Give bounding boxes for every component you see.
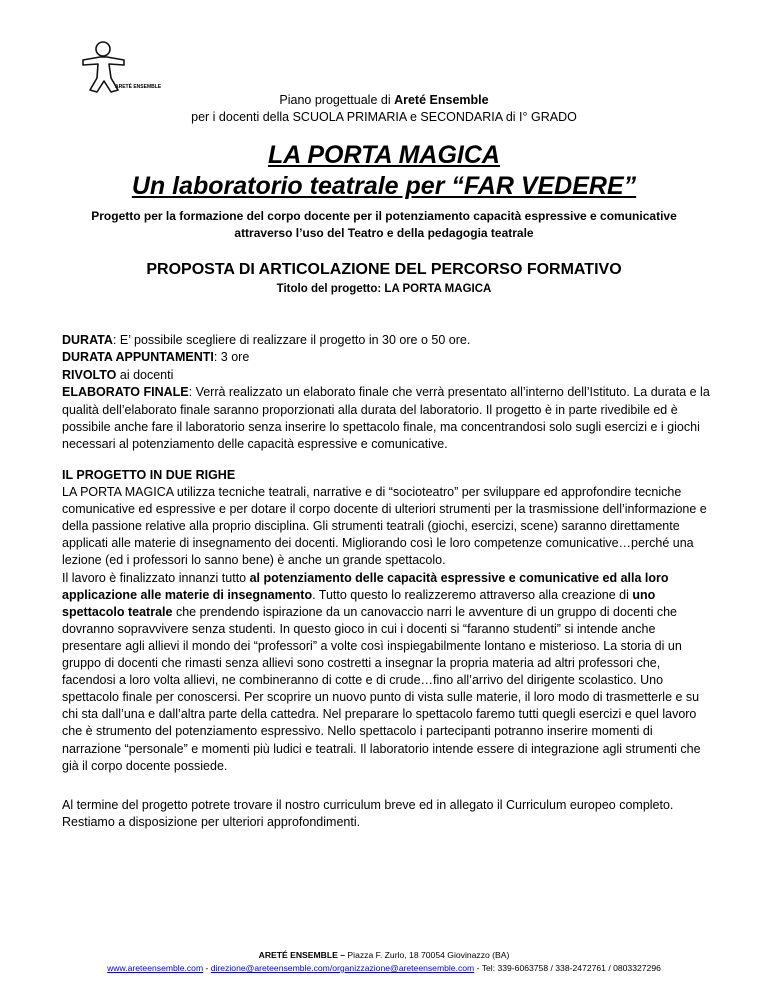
title-line-1: LA PORTA MAGICA (268, 141, 500, 169)
email-link[interactable]: direzione@areteensemble.com/organizzazione@areteensemble.com (210, 963, 475, 973)
detail-elaborato: ELABORATO FINALE: Verrà realizzato un elaborato finale che verrà presentato all’interno dell’Istituto. La durata e la qualità dell’elaborato finale saranno proporzionati alla durata del laboratorio. Il progetto è in parte rivedibile ed è possibile anche fare il laboratorio senza inserire lo spettacolo finale, ma concentrandosi solo sugli esercizi e i giochi necessari al potenziamento delle capacità espressive e comunicative. (62, 385, 710, 452)
project-summary (62, 467, 710, 775)
header-line-1: Piano progettuale di Areté Ensemble (279, 93, 489, 107)
arete-logo (78, 40, 162, 98)
logo-brand-text: ARETÉ ENSEMBLE (115, 84, 162, 90)
document-header (0, 92, 768, 126)
document-title (0, 140, 768, 202)
detail-rivolto: RIVOLTO ai docenti (62, 367, 174, 382)
closing-paragraph: Al termine del progetto potrete trovare il nostro curriculum breve ed in allegato il Curriculum europeo completo. Restiamo a disposizione per ulteriori approfondimenti. (62, 798, 674, 830)
summary-heading: IL PROGETTO IN DUE RIGHE (62, 468, 236, 482)
detail-durata: DURATA: E’ possibile scegliere di realizzare il progetto in 30 ore o 50 ore. (62, 333, 471, 347)
header-brand: Areté Ensemble (394, 93, 489, 107)
project-details (62, 332, 710, 454)
project-title: Titolo del progetto: LA PORTA MAGICA (276, 283, 492, 295)
document-subtitle: Progetto per la formazione del corpo docente per il potenziamento capacità espressive e comunicative attraverso l’uso del Teatro e della pedagogia teatrale (91, 209, 677, 240)
website-link[interactable]: www.areteensemble.com (107, 963, 204, 973)
header-line-2: per i docenti della SCUOLA PRIMARIA e SECONDARIA di I° GRADO (191, 110, 577, 124)
dancing-figure-icon (78, 40, 162, 98)
section-heading: PROPOSTA DI ARTICOLAZIONE DEL PERCORSO FORMATIVO (146, 261, 622, 278)
summary-paragraph-2: Il lavoro è finalizzato innanzi tutto al potenziamento delle capacità espressive e comunicative ed alla loro applicazione alle materie di insegnamento. Tutto questo lo realizzeremo attraverso alla creazione di uno spettacolo teatrale che prendendo ispirazione da un canovaccio narri le avventure di un gruppo di docenti che dovranno sopravvivere senza studenti. In questo gioco in cui i docenti si “faranno studenti” si intende anche presentare agli allievi il mondo dei “professori” a volte così inspiegabilmente lontano e misterioso. La storia di un gruppo di docenti che rimasti senza allievi sono costretti a insegnar la propria materia ad altri professori che, facendosi a loro volta allievi, ne combineranno di cotte e di crude…fino all’arrivo del dirigente scolastico. Uno spettacolo finale per conoscersi. Per scoprire un nuovo punto di vista sulle materie, il loro modo di trasmetterle e su chi sta dall’una e dall’altra parte della cattedra. Nel preparare lo spettacolo faremo tutti quegli esercizi e quel lavoro che è strumento del potenziamento espressivo. Nello spettacolo i partecipanti potranno inserire momenti di narrazione “personale” e momenti più ludici e teatrali. Il laboratorio intende essere di integrazione agli strumenti che già il corpo docente possiede. (62, 570, 701, 773)
detail-appuntamenti: DURATA APPUNTAMENTI: 3 ore (62, 350, 250, 365)
summary-paragraph-1: LA PORTA MAGICA utilizza tecniche teatrali, narrative e di “socioteatro” per sviluppare ed approfondire tecniche comunicative ed espressive e per dotare il corpo docente di ulteriori strumenti per la trasmissione dell’informazione e della passione relative alla proprio disciplina. Gli strumenti teatrali (giochi, esercizi, scene) saranno direttamente applicati alle materie di insegnamento dei docenti. Migliorando così le loro competenze comunicative…perché una lezione (ed i professori lo sanno bene) è anche un grande spettacolo. (62, 485, 707, 568)
title-line-2: Un laboratorio teatrale per “FAR VEDERE” (131, 172, 637, 200)
footer-contacts: www.areteensemble.com - direzione@areteensemble.com/organizzazione@areteensemble.com - Tel: 339-6063758 / 338-2472761 / 0803327296 (107, 963, 661, 973)
page-footer (0, 949, 768, 975)
footer-address: ARETÉ ENSEMBLE – Piazza F. Zurlo, 18 70054 Giovinazzo (BA) (258, 950, 510, 960)
